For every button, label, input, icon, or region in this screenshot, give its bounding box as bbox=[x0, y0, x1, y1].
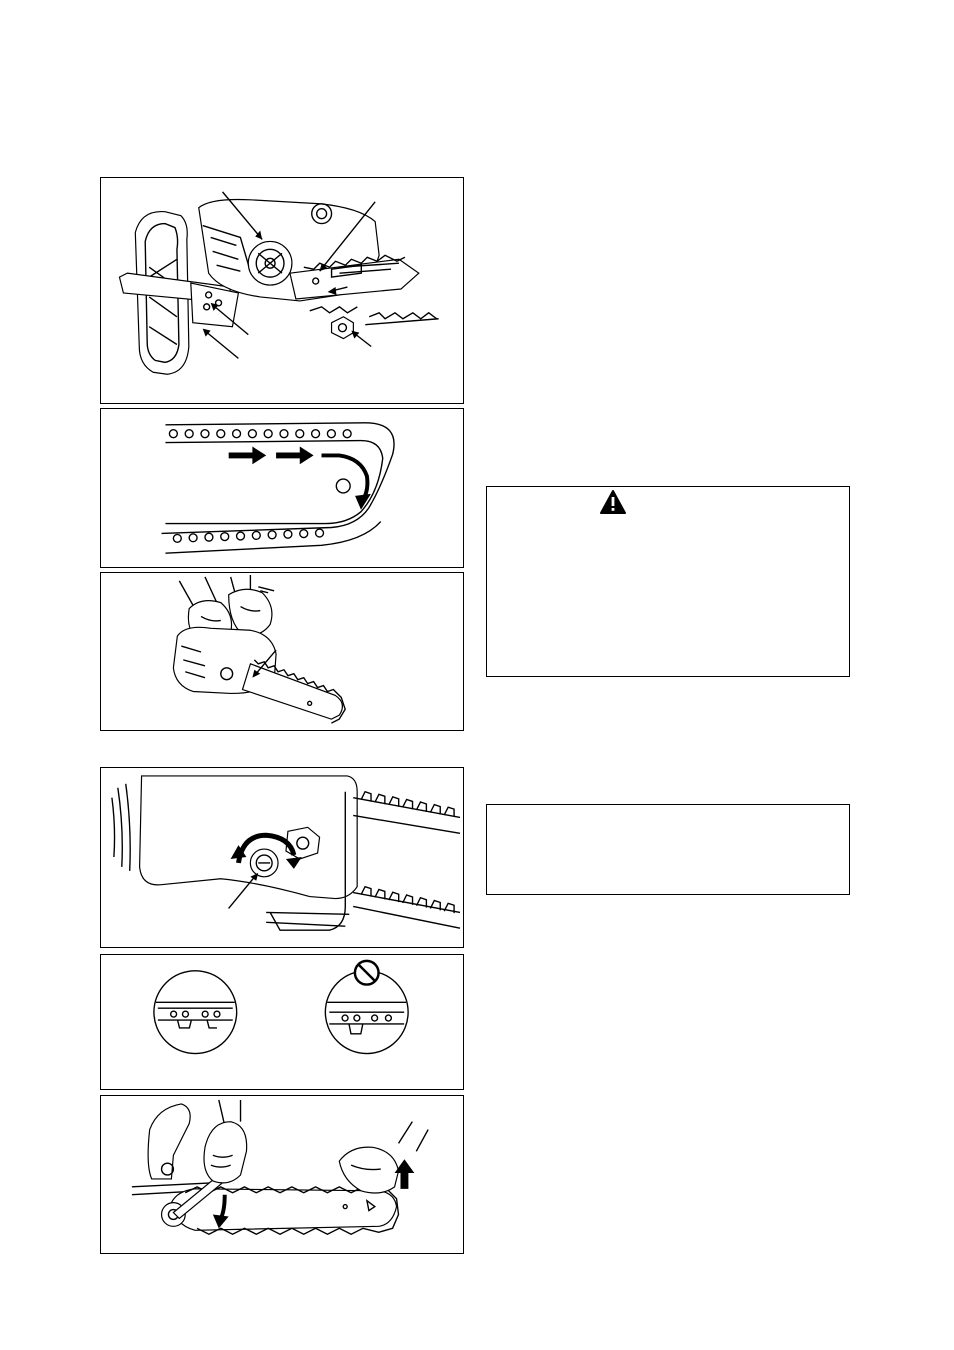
chain-rivet bbox=[252, 531, 260, 539]
figure-lift-bar-tip bbox=[100, 1095, 464, 1254]
chain-rivet bbox=[264, 430, 272, 438]
warning-box bbox=[486, 486, 850, 677]
chain-tension-check-circles-illustration bbox=[101, 955, 463, 1089]
figure-adjusting-screw bbox=[100, 767, 464, 948]
tension-adjusting-screw-illustration bbox=[101, 768, 463, 947]
figure-sprocket-assembly bbox=[100, 177, 464, 404]
figure-hands-tensioning bbox=[100, 572, 464, 731]
prohibited-icon bbox=[355, 961, 379, 985]
chain-saw-sprocket-cover-removed-illustration bbox=[101, 178, 463, 403]
hands-tensioning-chain-illustration bbox=[101, 573, 463, 730]
chain-rivet bbox=[312, 430, 320, 438]
chain-rivet bbox=[217, 430, 225, 438]
chain-rivet bbox=[284, 530, 292, 538]
chain-rivet bbox=[169, 430, 177, 438]
chain-rivet bbox=[189, 534, 197, 542]
chain-rivet bbox=[268, 531, 276, 539]
chain-rivet bbox=[205, 533, 213, 541]
chain-rivet bbox=[316, 529, 324, 537]
chain-rivet bbox=[296, 430, 304, 438]
chain-rivet bbox=[185, 430, 193, 438]
chain-rivet bbox=[221, 533, 229, 541]
chain-rivet bbox=[248, 430, 256, 438]
chain-rivet bbox=[233, 430, 241, 438]
chain-rivet bbox=[173, 534, 181, 542]
chain-rivet bbox=[201, 430, 209, 438]
lifting-guide-bar-tip-illustration bbox=[101, 1096, 463, 1253]
note-box bbox=[486, 804, 850, 895]
chain-rivet bbox=[343, 430, 351, 438]
chain-rivet bbox=[300, 530, 308, 538]
figure-chain-direction bbox=[100, 408, 464, 568]
figure-tension-check bbox=[100, 954, 464, 1090]
warning-triangle-icon bbox=[599, 489, 627, 515]
chain-rivet bbox=[237, 532, 245, 540]
chain-rotation-direction-illustration bbox=[101, 409, 463, 567]
chain-rivet bbox=[280, 430, 288, 438]
chain-rivet bbox=[327, 430, 335, 438]
